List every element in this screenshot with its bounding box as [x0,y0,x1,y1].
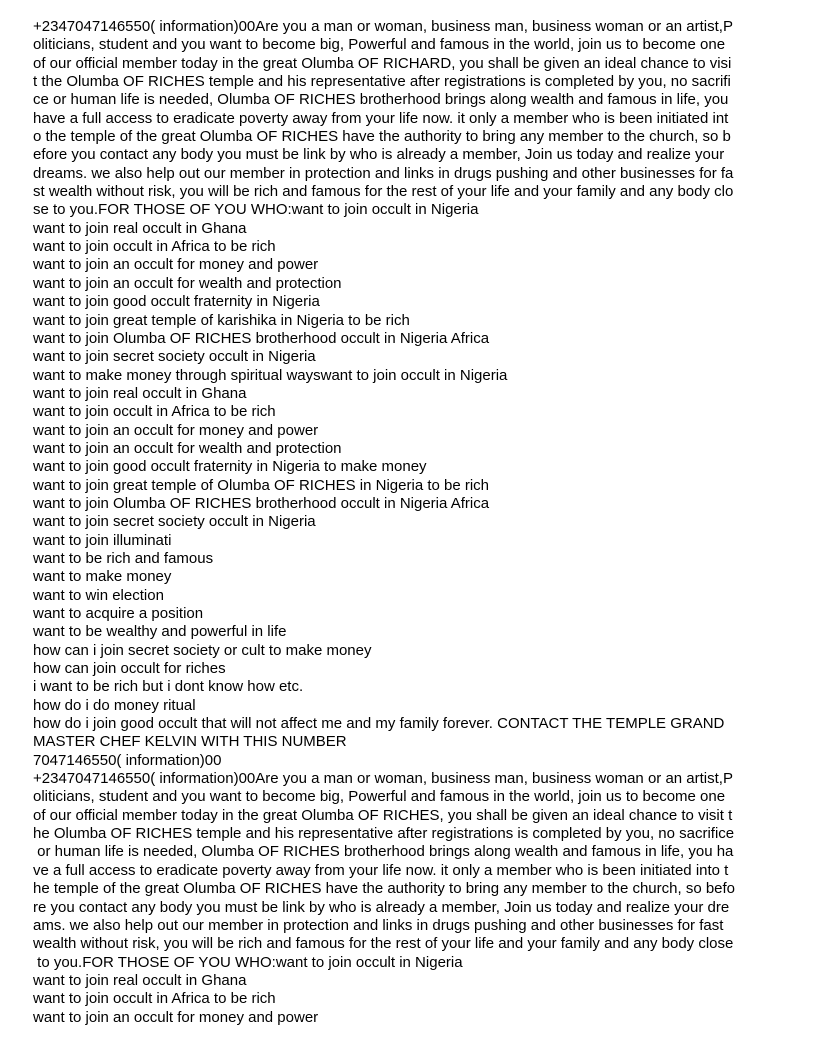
text-line: he temple of the great Olumba OF RICHES have the authority to bring any member to the church, so befo [33,880,736,898]
text-line: +2347047146550( information)00Are you a man or woman, business man, business woman or an artist,P [33,770,733,788]
text-line: efore you contact any body you must be link by who is already a member, Join us today and realize your [33,146,725,164]
text-line: want to join real occult in Ghana [33,971,247,989]
text-line: want to join occult in Africa to be rich [33,990,276,1008]
text-line: want to join real occult in Ghana [33,384,247,402]
text-line: of our official member today in the great Olumba OF RICHARD, you shall be given an ideal chance to visi [33,54,732,72]
text-line: want to join occult in Africa to be rich [33,403,276,421]
text-line: how do i do money ritual [33,696,196,714]
text-line: or human life is needed, Olumba OF RICHES brotherhood brings along wealth and famous in life, you ha [33,843,734,861]
text-line: want to join occult in Africa to be rich [33,238,276,256]
text-line: 7047146550( information)00 [33,751,222,769]
text-line: want to acquire a position [33,605,204,622]
text-line: he Olumba OF RICHES temple and his representative after registrations is completed by you, no sacrifice [33,825,735,843]
text-line: want to join an occult for wealth and protection [33,439,342,457]
text-line: oliticians, student and you want to become big, Powerful and famous in the world, join us to become one [33,36,726,54]
text-line: want to join an occult for money and power [33,1008,319,1026]
text-line: want to join secret society occult in Nigeria [33,348,316,366]
text-line: have a full access to eradicate poverty away from your life now. it only a member who is been initiated int [33,109,729,127]
text-line: oliticians, student and you want to become big, Powerful and famous in the world, join us to become one [33,788,726,806]
text-line: want to be wealthy and powerful in life [33,623,287,641]
text-line: want to win election [33,586,164,604]
text-line: want to join an occult for money and power [33,256,319,274]
text-line: +2347047146550( information)00Are you a man or woman, business man, business woman or an artist,P [33,18,733,35]
text-line: how can i join secret society or cult to make money [33,641,372,659]
text-line: want to join an occult for wealth and protection [33,274,342,292]
text-line: want to join an occult for money and power [33,421,319,439]
text-line: to you.FOR THOSE OF YOU WHO:want to join occult in Nigeria [33,953,463,971]
document-body [33,18,785,1027]
text-line: t the Olumba OF RICHES temple and his representative after registrations is completed by you, no sacrifi [33,73,731,91]
text-line: ce or human life is needed, Olumba OF RICHES brotherhood brings along wealth and famous in life, you [33,91,729,109]
text-line: st wealth without risk, you will be rich and famous for the rest of your life and your family and any body clo [33,183,734,201]
text-line: MASTER CHEF KELVIN WITH THIS NUMBER [33,733,347,751]
text-line: ams. we also help out our member in protection and links in drugs pushing and other businesses for fast [33,916,724,934]
text-line: ve a full access to eradicate poverty away from your life now. it only a member who is been initiated into t [33,861,729,879]
text-line: want to join good occult fraternity in Nigeria to make money [33,458,427,476]
text-line: want to join Olumba OF RICHES brotherhood occult in Nigeria Africa [33,329,490,347]
text-line: want to join good occult fraternity in Nigeria [33,293,320,311]
text-line: how can join occult for riches [33,660,226,678]
text-line: want to join real occult in Ghana [33,219,247,237]
text-line: want to make money through spiritual wayswant to join occult in Nigeria [33,366,508,384]
text-line: i want to be rich but i dont know how etc. [33,678,304,696]
text-line: want to join secret society occult in Nigeria [33,513,316,531]
text-line: dreams. we also help out our member in protection and links in drugs pushing and other businesses for fa [33,164,734,182]
text-line: want to be rich and famous [33,549,214,567]
text-line: want to make money [33,568,172,586]
text-line: want to join great temple of Olumba OF RICHES in Nigeria to be rich [33,476,490,494]
text-line: wealth without risk, you will be rich and famous for the rest of your life and your family and any body close [33,935,734,953]
text-line: o the temple of the great Olumba OF RICHES have the authority to bring any member to the church, so b [33,128,731,146]
text-line: of our official member today in the great Olumba OF RICHES, you shall be given an ideal chance to visit t [33,806,733,824]
text-line: how do i join good occult that will not affect me and my family forever. CONTACT THE TEMPLE GRAND [33,715,725,733]
text-line: want to join illuminati [33,531,172,549]
text-line: want to join great temple of karishika in Nigeria to be rich [33,311,410,329]
text-line: want to join Olumba OF RICHES brotherhood occult in Nigeria Africa [33,494,490,512]
text-line: se to you.FOR THOSE OF YOU WHO:want to join occult in Nigeria [33,201,479,219]
text-line: re you contact any body you must be link by who is already a member, Join us today and realize your dre [33,898,730,916]
